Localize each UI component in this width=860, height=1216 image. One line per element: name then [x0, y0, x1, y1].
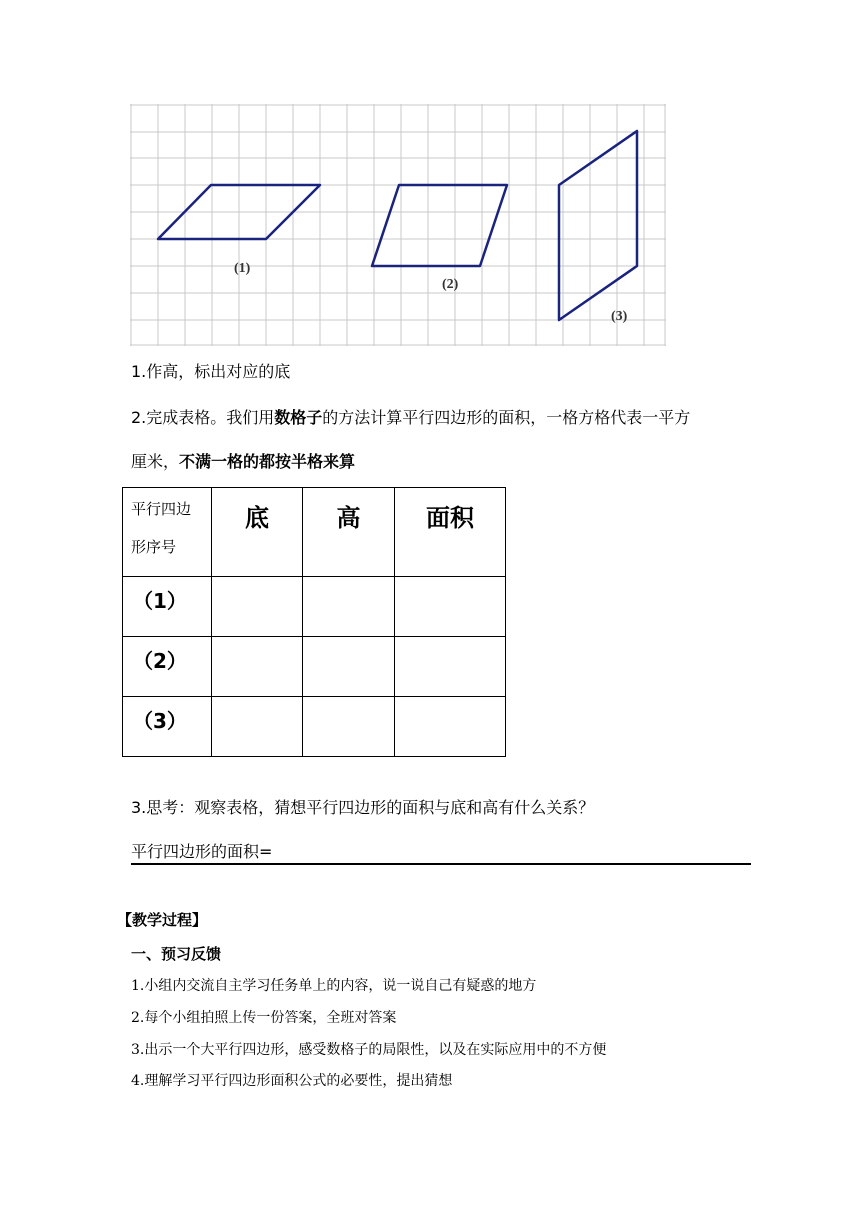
- task-2-line-1: [131, 405, 690, 428]
- grid-lines: [130, 104, 666, 346]
- cell-area-3[interactable]: [395, 697, 506, 757]
- teaching-title: 【教学过程】: [117, 911, 208, 929]
- parallelogram-3: [559, 131, 637, 320]
- think-question: 3.思考：观察表格，猜想平行四边形的面积与底和高有什么关系？: [131, 798, 595, 817]
- header-serial-cell: [123, 488, 212, 577]
- figure-label-3: (3): [611, 309, 628, 324]
- formula-answer-line[interactable]: [131, 863, 751, 865]
- cell-area-2[interactable]: [395, 637, 506, 697]
- header-area: 面积: [395, 488, 506, 577]
- parallelogram-2: [372, 185, 507, 266]
- formula-prompt: 平行四边形的面积=: [131, 842, 273, 861]
- figure-label-2: (2): [442, 277, 459, 292]
- parallelogram-grid-figure: [130, 104, 666, 346]
- figure-label-1: (1): [234, 261, 251, 276]
- cell-base-2[interactable]: [212, 637, 303, 697]
- task-2-text-b: 的方法计算平行四边形的面积，一格方格代表一平方: [322, 408, 691, 427]
- table-row: [123, 637, 506, 697]
- task-2-bold-half-rule: 不满一格的都按半格来算: [179, 452, 356, 471]
- table-row: [123, 577, 506, 637]
- cell-height-1[interactable]: [303, 577, 395, 637]
- table-header-row: [123, 488, 506, 577]
- cell-height-3[interactable]: [303, 697, 395, 757]
- row-label-3: （3）: [123, 697, 212, 757]
- row-label-1: （1）: [123, 577, 212, 637]
- task-2-text-a: 2.完成表格。我们用: [131, 408, 275, 427]
- answer-table: [122, 487, 506, 757]
- table-row: [123, 697, 506, 757]
- task-2-text-c: 厘米，: [131, 452, 180, 471]
- list-item: 1.小组内交流自主学习任务单上的内容，说一说自己有疑惑的地方: [131, 978, 537, 994]
- cell-area-1[interactable]: [395, 577, 506, 637]
- list-item: 4.理解学习平行四边形面积公式的必要性，提出猜想: [131, 1073, 453, 1089]
- task-2-line-2: [131, 449, 355, 472]
- header-base: 底: [212, 488, 303, 577]
- section-heading: 一、预习反馈: [131, 945, 222, 963]
- header-serial-line-1: 平行四边: [131, 500, 192, 518]
- list-item: 2.每个小组拍照上传一份答案，全班对答案: [131, 1010, 397, 1026]
- task-1: 1.作高，标出对应的底: [131, 362, 291, 381]
- list-item: 3.出示一个大平行四边形，感受数格子的局限性，以及在实际应用中的不方便: [131, 1042, 607, 1058]
- row-label-2: （2）: [123, 637, 212, 697]
- header-serial-line-2: 形序号: [131, 538, 177, 556]
- task-2-bold-count-grid: 数格子: [274, 408, 323, 427]
- cell-base-3[interactable]: [212, 697, 303, 757]
- cell-base-1[interactable]: [212, 577, 303, 637]
- cell-height-2[interactable]: [303, 637, 395, 697]
- header-height: 高: [303, 488, 395, 577]
